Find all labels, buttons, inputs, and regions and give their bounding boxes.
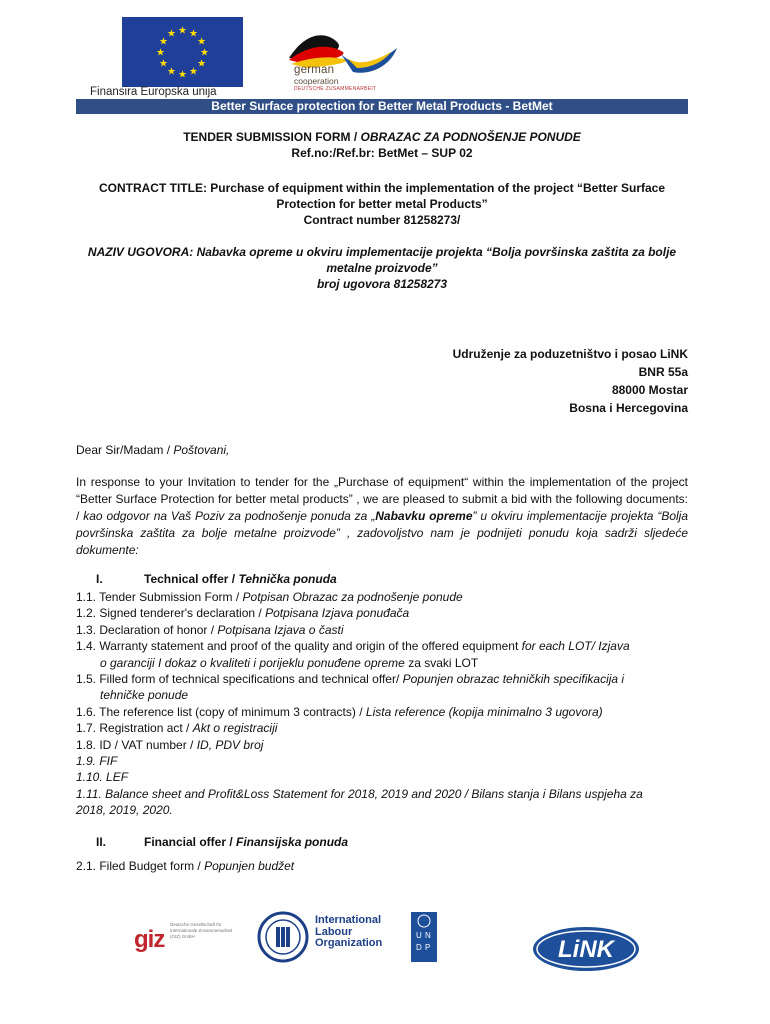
undp-logo — [411, 912, 437, 962]
list-item: 1.6. The reference list (copy of minimum 3 contracts) / Lista reference (kopija minimalno 3 ugovora) — [76, 704, 603, 719]
eu-flag-logo — [122, 17, 243, 87]
ilo-logo-text: International Labour Organization — [315, 914, 383, 949]
list-item: 1.11. Balance sheet and Profit&Loss Statement for 2018, 2019 and 2020 / Bilans stanja i Bilans uspjeha za — [76, 786, 643, 801]
eu-star-icon: ★ — [158, 58, 168, 70]
list-item: 1.2. Signed tenderer's declaration / Potpisana Izjava ponuđača — [76, 606, 410, 621]
svg-text:N: N — [425, 931, 431, 940]
list-item: 1.4. Warranty statement and proof of the quality and origin of the offered equipment for each LOT/ Izjava — [76, 639, 630, 654]
eu-star-icon: ★ — [197, 36, 207, 48]
naziv-line2: metalne proizvode” — [326, 261, 438, 275]
ref-number: Ref.no:/Ref.br: BetMet – SUP 02 — [291, 146, 473, 160]
eu-star-icon: ★ — [189, 28, 198, 40]
gc-text-deutsche: DEUTSCHE ZUSAMMENARBEIT — [294, 86, 377, 92]
eu-star-icon: ★ — [167, 66, 176, 78]
eu-star-icon: ★ — [178, 25, 187, 37]
list-item-continued: tehničke ponude — [100, 688, 189, 703]
list-item: 1.3. Declaration of honor / Potpisana Izjava o časti — [76, 622, 344, 637]
contract-number: Contract number 81258273/ — [303, 213, 461, 227]
list-item-continued: o garanciji I dokaz o kvaliteti i porijeklu ponuđene opreme za svaki LOT — [100, 655, 479, 670]
gc-text-cooperation: cooperation — [294, 76, 339, 86]
list-item: 1.1. Tender Submission Form / Potpisan Obrazac za podnošenje ponude — [76, 590, 463, 604]
project-banner: Better Surface protection for Better Metal Products - BetMet — [76, 99, 688, 114]
address-line: BNR 55a — [638, 365, 688, 379]
link-logo — [531, 925, 641, 973]
eu-caption: Finansira Europska unija — [90, 86, 217, 98]
contract-title-line1: CONTRACT TITLE: Purchase of equipment within the implementation of the project “Better Surface — [98, 181, 666, 195]
list-item: 1.7. Registration act / Akt o registraciji — [76, 721, 278, 736]
giz-logo: giz — [134, 926, 165, 953]
section1-title: Technical offer / Tehnička ponuda — [144, 572, 337, 586]
eu-star-icon: ★ — [189, 66, 198, 78]
list-item-continued: 2018, 2019, 2020. — [76, 803, 173, 818]
section2-title: Financial offer / Finansijska ponuda — [144, 835, 349, 849]
eu-star-icon: ★ — [167, 28, 176, 40]
eu-star-icon: ★ — [197, 58, 207, 70]
list-item: 1.8. ID / VAT number / ID, PDV broj — [76, 737, 264, 752]
list-item: 1.9. FIF — [76, 754, 118, 769]
eu-star-icon: ★ — [156, 47, 165, 59]
naziv-line3: broj ugovora 81258273 — [316, 277, 448, 291]
contract-title-line2: Protection for better metal Products” — [276, 197, 488, 211]
address-line: Udruženje za poduzetništvo i posao LiNK — [452, 347, 688, 361]
section1-number: I. — [96, 572, 103, 586]
gc-text-german: german — [294, 64, 335, 76]
eu-star-icon: ★ — [178, 69, 187, 81]
list-item: 1.5. Filled form of technical specifications and technical offer/ Popunjen obrazac tehničkih specifikacija i — [76, 672, 625, 687]
svg-text:P: P — [425, 943, 431, 952]
svg-text:D: D — [416, 943, 422, 952]
greeting: Dear Sir/Madam / Poštovani, — [76, 443, 230, 457]
list-item: 1.10. LEF — [76, 770, 129, 785]
section2-number: II. — [96, 835, 107, 849]
address-line: 88000 Mostar — [611, 383, 688, 397]
section2-item: 2.1. Filed Budget form / Popunjen budžet — [76, 859, 295, 873]
svg-text:U: U — [416, 931, 422, 940]
recipient-address — [453, 345, 688, 417]
naziv-line1: NAZIV UGOVORA: Nabavka opreme u okviru implementacije projekta “Bolja površinska zaštita za bolje — [87, 245, 677, 259]
giz-logo-subtext: Deutsche Gesellschaft für Internationale Zusammenarbeit (GIZ) GmbH — [170, 922, 233, 939]
address-line: Bosna i Hercegovina — [569, 401, 688, 415]
svg-text:LiNK: LiNK — [558, 936, 614, 963]
form-title: TENDER SUBMISSION FORM / OBRAZAC ZA PODNOŠENJE PONUDE — [183, 130, 581, 144]
intro-paragraph: In response to your Invitation to tender for the „Purchase of equipment“ within the implementation of the project “Better Surface Protection for better metal products” , we are pleased to submit a bid with the following documents: / kao odgovor na Vaš Poziv za podnošenje ponuda za „Nabavku opreme” u okviru implementacije projekta “Bolja površinska zaštita za bolje metalne proizvode” , zadovoljstvo nam je podnijeti ponudu koja sadrži sljedeće dokumente: — [76, 475, 689, 557]
section1-list — [76, 589, 688, 819]
eu-star-icon: ★ — [158, 36, 168, 48]
ilo-emblem-logo — [257, 911, 309, 963]
eu-star-icon: ★ — [200, 47, 209, 59]
